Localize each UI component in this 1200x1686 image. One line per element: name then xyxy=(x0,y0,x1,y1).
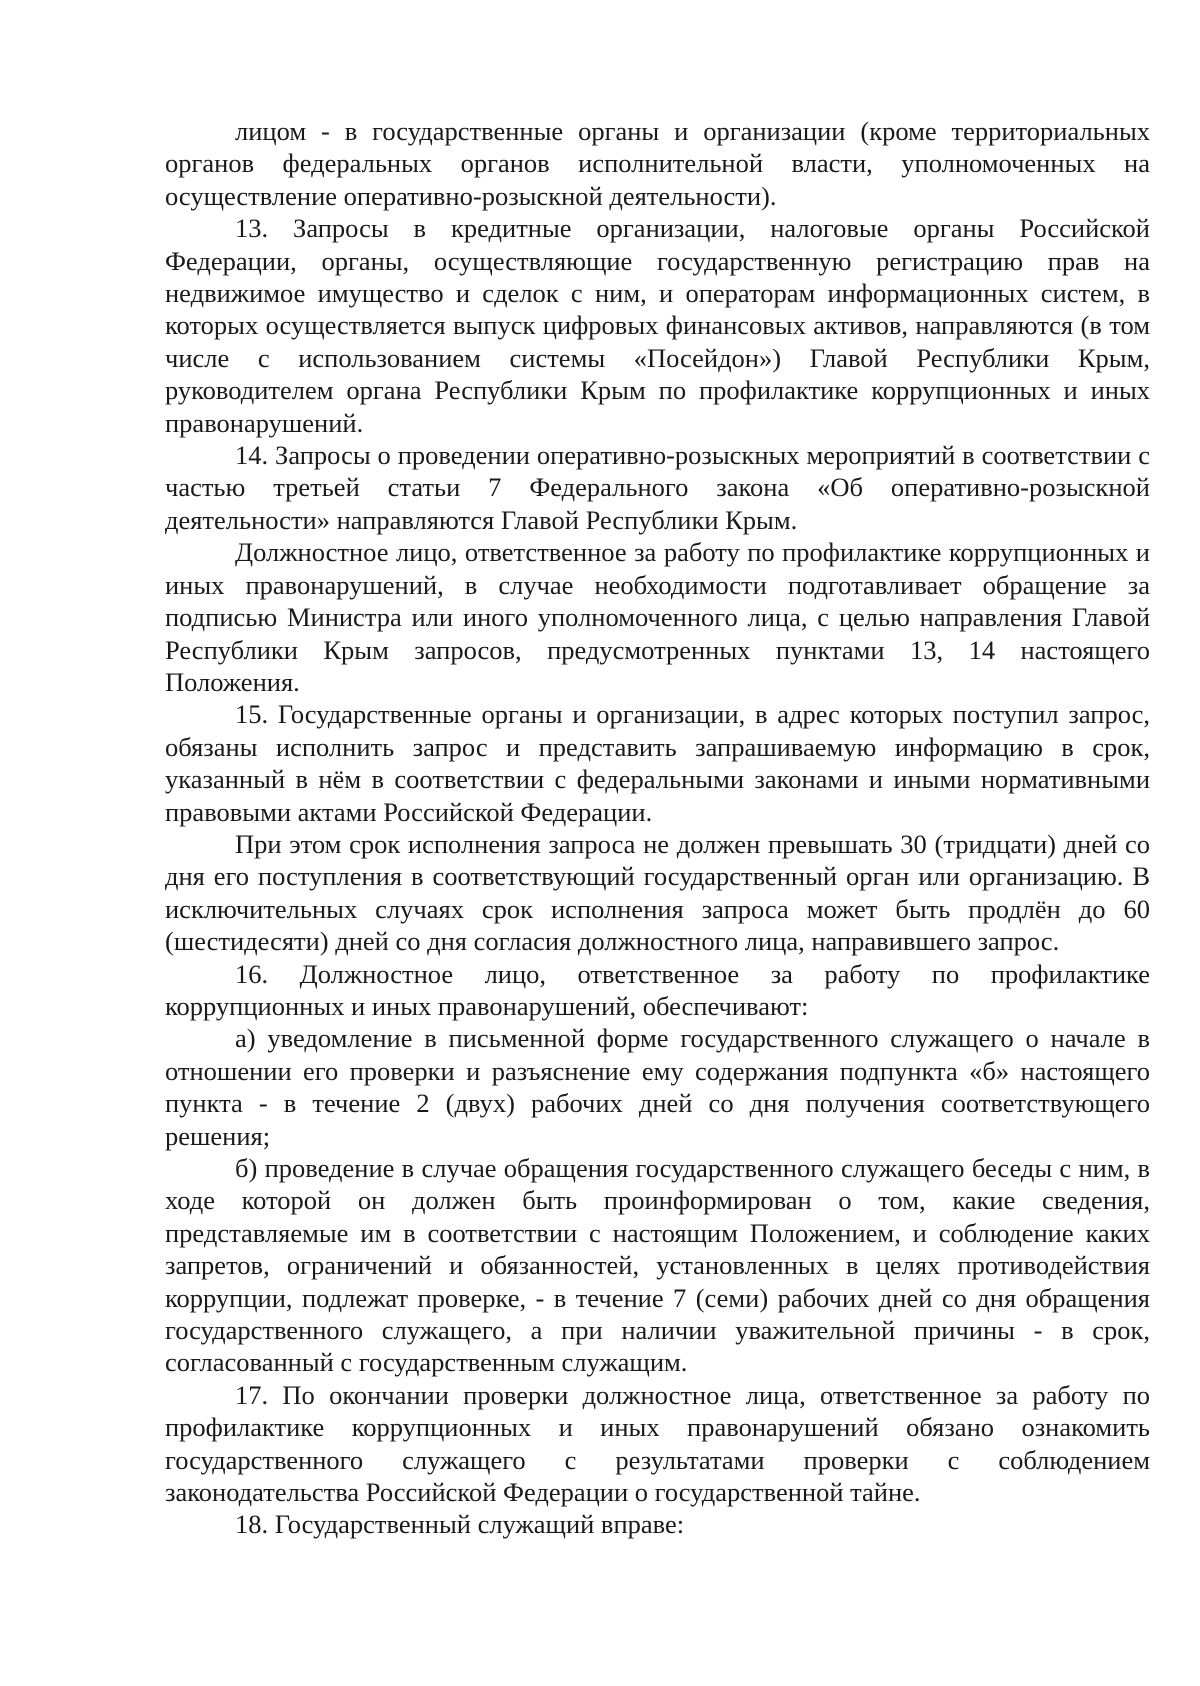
paragraph-official-request: Должностное лицо, ответственное за работу по профилактике коррупционных и иных правонарушений, в случае необходимости подготавливает обращение за подписью Министра или иного уполномоченного лица, с целью направления Главой Республики Крым запросов, предусмотренных пунктами 13, 14 настоящего Положения. xyxy=(165,537,1150,697)
paragraph-item-13: 13. Запросы в кредитные организации, налоговые органы Российской Федерации, органы, осуществляющие государственную регистрацию прав на недвижимое имущество и сделок с ним, и операторам информационных систем, в которых осуществляется выпуск цифровых финансовых активов, направляются (в том числе с использованием системы «Посейдон») Главой Республики Крым, руководителем органа Республики Крым по профилактике коррупционных и иных правонарушений. xyxy=(165,213,1150,438)
paragraph-item-15: 15. Государственные органы и организации, в адрес которых поступил запрос, обязаны исполнить запрос и представить запрашиваемую информацию в срок, указанный в нём в соответствии с федеральными законами и иными нормативными правовыми актами Российской Федерации. xyxy=(165,699,1150,827)
paragraph-item-17: 17. По окончании проверки должностное лица, ответственное за работу по профилактике коррупционных и иных правонарушений обязано ознакомить государственного служащего с результатами проверки с соблюдением законодательства Российской Федерации о государственной тайне. xyxy=(165,1379,1150,1508)
paragraph-item-16: 16. Должностное лицо, ответственное за работу по профилактике коррупционных и иных правонарушений, обеспечивают: xyxy=(165,958,1150,1021)
paragraph-deadline: При этом срок исполнения запроса не должен превышать 30 (тридцати) дней со дня его поступления в соответствующий государственный орган или организацию. В исключительных случаях срок исполнения запроса может быть продлён до 60 (шестидесяти) дней со дня согласия должностного лица, направившего запрос. xyxy=(165,828,1150,957)
paragraph-item-14: 14. Запросы о проведении оперативно-розыскных мероприятий в соответствии с частью третьей статьи 7 Федерального закона «Об оперативно-розыскной деятельности» направляются Главой Республики Крым. xyxy=(165,440,1150,535)
paragraph-item-16-b: б) проведение в случае обращения государственного служащего беседы с ним, в ходе которой он должен быть проинформирован о том, какие сведения, представляемые им в соответствии с настоящим Положением, и соблюдение каких запретов, ограничений и обязанностей, установленных в целях противодействия коррупции, подлежат проверке, - в течение 7 (семи) рабочих дней со дня обращения государственного служащего, а при наличии уважительной причины - в срок, согласованный с государственным служащим. xyxy=(165,1153,1150,1378)
paragraph-continuation: лицом - в государственные органы и организации (кроме территориальных органов федеральных органов исполнительной власти, уполномоченных на осуществление оперативно-розыскной деятельности). xyxy=(165,116,1150,211)
paragraph-item-16-a: а) уведомление в письменной форме государственного служащего о начале в отношении его проверки и разъяснение ему содержания подпункта «б» настоящего пункта - в течение 2 (двух) рабочих дней со дня получения соответствующего решения; xyxy=(165,1023,1150,1151)
paragraph-item-18: 18. Государственный служащий вправе: xyxy=(235,1509,685,1540)
document-body xyxy=(165,115,1150,1541)
